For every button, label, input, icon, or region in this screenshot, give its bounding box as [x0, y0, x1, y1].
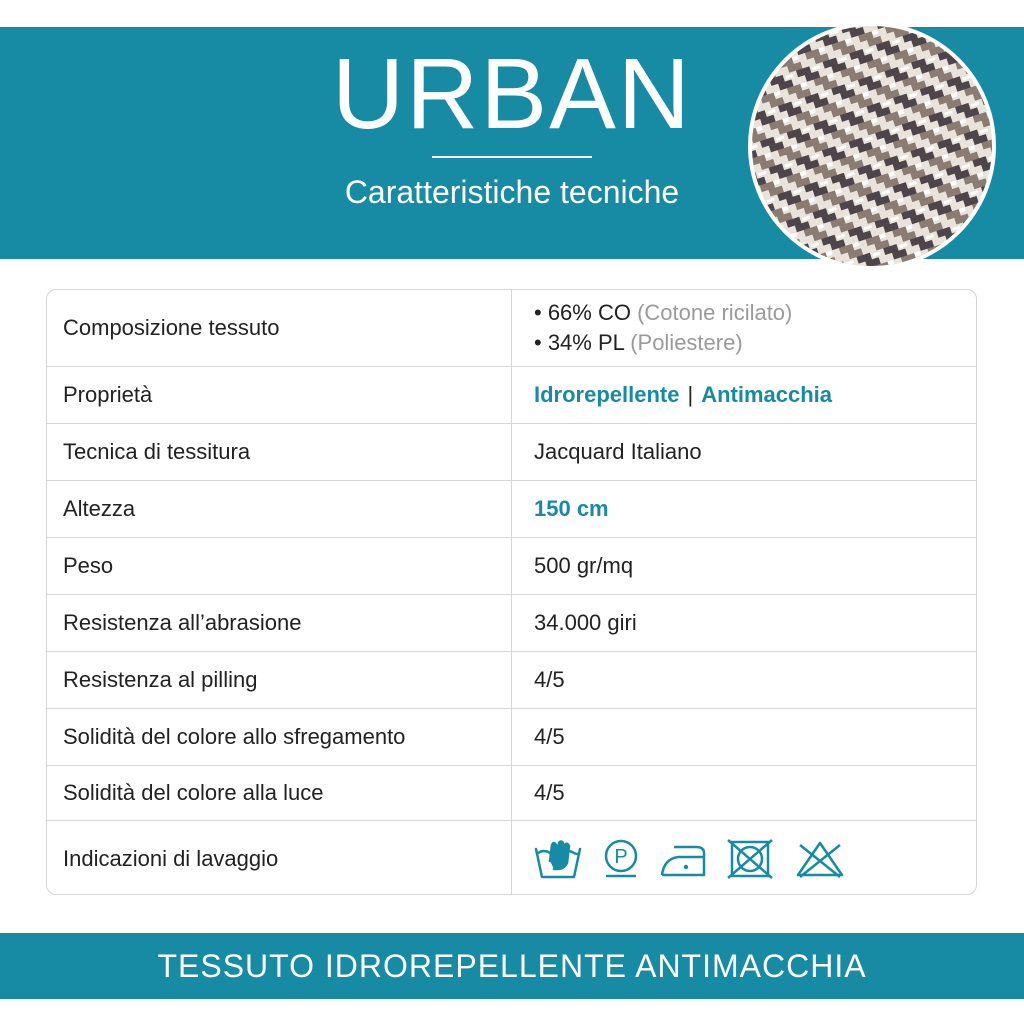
washing-label: Indicazioni di lavaggio — [47, 821, 512, 895]
rub-fastness-label: Solidità del colore allo sfregamento — [47, 709, 512, 765]
dry-clean-letter: P — [614, 845, 628, 868]
light-fastness-label: Solidità del colore alla luce — [47, 766, 512, 820]
weight-value: 500 gr/mq — [534, 553, 634, 578]
table-row-abrasion — [47, 595, 976, 652]
height-label: Altezza — [47, 481, 512, 537]
weaving-label: Tecnica di tessitura — [47, 424, 512, 480]
composition-co-note: (Cotone ricilato) — [637, 300, 793, 325]
weaving-value: Jacquard Italiano — [534, 439, 702, 464]
title-divider — [432, 156, 592, 158]
washing-icons — [512, 821, 976, 895]
property-stain-resistant: Antimacchia — [701, 382, 833, 407]
pilling-value: 4/5 — [534, 667, 565, 692]
property-separator: | — [687, 382, 694, 407]
page-title: URBAN — [331, 38, 693, 150]
abrasion-value: 34.000 giri — [534, 610, 637, 635]
specifications-table — [46, 289, 977, 895]
page-subtitle: Caratteristiche tecniche — [344, 174, 680, 210]
composition-label: Composizione tessuto — [47, 290, 512, 366]
table-row-pilling — [47, 652, 976, 709]
iron-low-icon — [660, 839, 706, 879]
properties-value — [512, 367, 976, 423]
table-row-properties — [47, 367, 976, 424]
property-water-repellent: Idrorepellente — [534, 382, 680, 407]
fabric-swatch-image — [748, 22, 996, 270]
table-row-washing — [47, 821, 976, 895]
composition-value — [512, 290, 976, 366]
footer-banner: TESSUTO IDROREPELLENTE ANTIMACCHIA — [0, 933, 1024, 999]
pilling-label: Resistenza al pilling — [47, 652, 512, 708]
table-row-weight — [47, 538, 976, 595]
professional-dry-clean-p-icon — [602, 839, 640, 879]
table-row-light-fastness — [47, 766, 976, 821]
table-row-composition — [47, 290, 976, 367]
height-value: 150 cm — [534, 496, 609, 521]
composition-co: • 66% CO — [534, 300, 631, 325]
do-not-bleach-icon — [794, 839, 846, 879]
composition-pl: • 34% PL — [534, 330, 625, 355]
table-row-height — [47, 481, 976, 538]
table-row-weaving — [47, 424, 976, 481]
rub-fastness-value: 4/5 — [534, 724, 565, 749]
light-fastness-value: 4/5 — [534, 780, 565, 805]
do-not-tumble-dry-icon — [726, 839, 774, 879]
weight-label: Peso — [47, 538, 512, 594]
composition-pl-note: (Poliestere) — [630, 330, 743, 355]
table-row-rub-fastness — [47, 709, 976, 766]
abrasion-label: Resistenza all’abrasione — [47, 595, 512, 651]
hand-wash-icon — [534, 839, 582, 879]
properties-label: Proprietà — [47, 367, 512, 423]
